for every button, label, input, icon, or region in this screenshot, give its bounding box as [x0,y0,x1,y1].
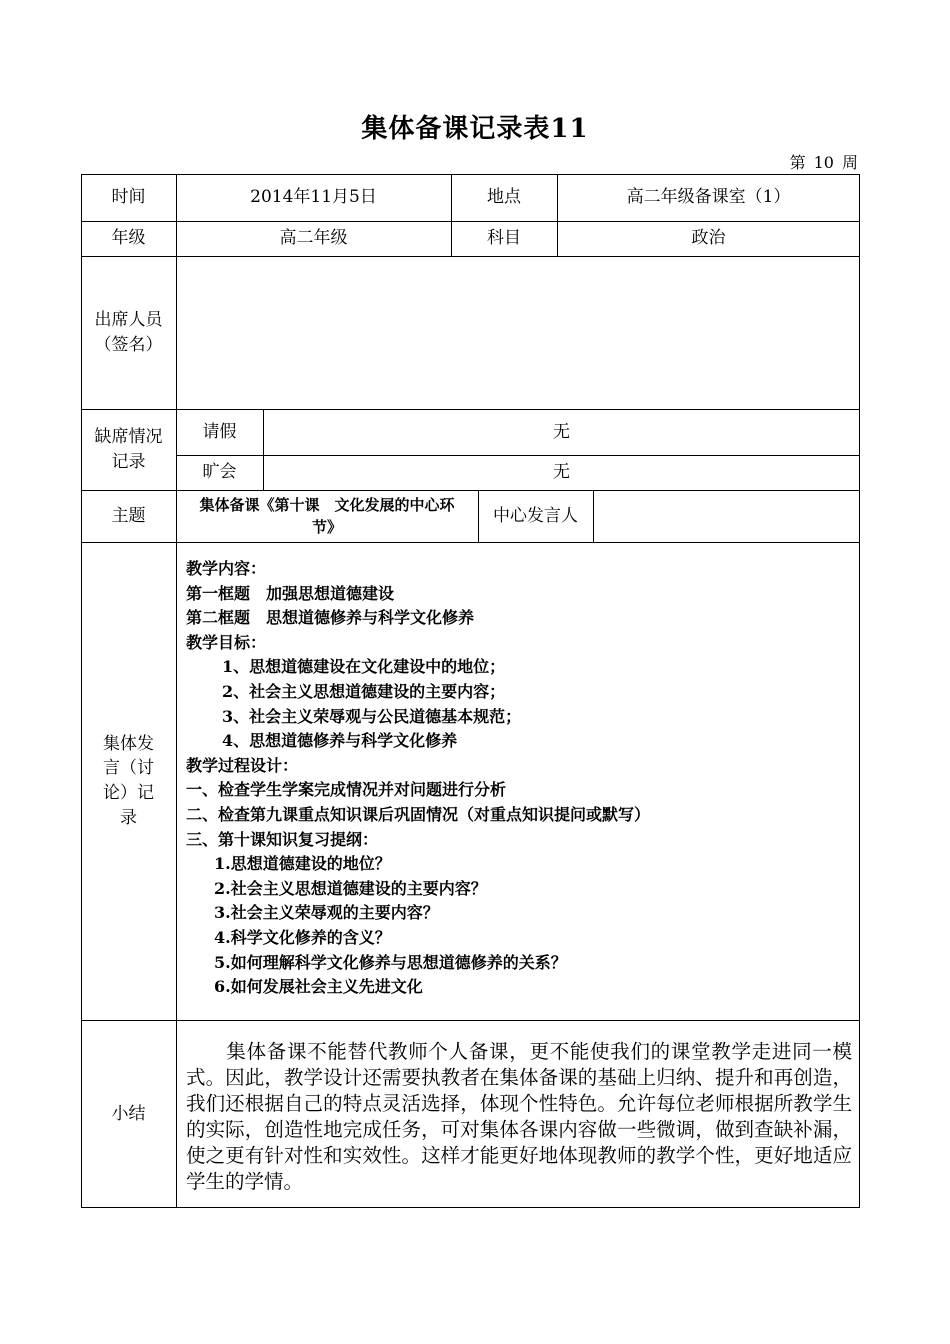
objective-item: 4、思想道德修养与科学文化修养 [222,731,458,751]
discussion-label-text: 集体发言（讨论）记录 [103,733,154,828]
time-value: 2014年11月5日 [250,187,377,208]
objectives-heading: 教学目标： [186,632,267,652]
discussion-content [186,557,846,1000]
speaker-value [593,490,860,542]
content-heading: 教学内容： [186,559,267,578]
truant-label: 旷会 [202,462,237,483]
objective-item: 2、社会主义思想道德建设的主要内容； [222,681,506,701]
week-suffix: 周 [841,153,858,172]
process-step: 三、第十课知识复习提纲： [186,829,379,849]
absence-label [81,409,176,490]
objective-item: 1、思想道德建设在文化建设中的地位； [222,657,506,677]
leave-value: 无 [553,421,570,442]
location-label: 地点 [487,187,521,208]
attendees-label-text: 出席人员（签名） [94,309,163,355]
outline-item: 3.社会主义荣辱观的主要内容？ [214,903,439,923]
objective-item: 3、社会主义荣辱观与公民道德基本规范； [222,706,522,726]
outline-item: 6.如何发展社会主义先进文化 [214,977,423,997]
time-label: 时间 [111,187,146,208]
week-number: 10 [813,153,834,172]
summary-text: 集体备课不能替代教师个人备课，更不能使我们的课堂教学走进同一模式。因此，教学设计还需要执教者在集体备课的基础上归纳、提升和再创造，我们还根据自己的特点灵活选择，体现个性特色。允许每位老师根据所教学生的实际，创造性地完成任务，可对集体各课内容做一些微调，做到查缺补漏，使之更有针对性和实效性。这样才能更好地体现教师的教学个性，更好地适应学生的学情。 [186,1040,852,1193]
process-step: 二、检查第九课重点知识课后巩固情况（对重点知识提问或默写） [186,804,651,824]
truant-value: 无 [553,462,570,483]
subject-label: 科目 [487,228,521,249]
absence-label-text: 缺席情况记录 [94,426,163,472]
process-heading: 教学过程设计： [186,755,299,775]
summary-label: 小结 [111,1103,146,1124]
outline-item: 1.思想道德建设的地位？ [214,854,391,874]
process-step: 一、检查学生学案完成情况并对问题进行分析 [186,780,507,800]
week-indicator [782,150,858,173]
grade-value: 高二年级 [279,228,348,249]
row-divider [81,542,860,543]
row-divider [81,1020,860,1021]
outline-item: 4.科学文化修养的含义？ [214,927,391,947]
outline-item: 2.社会主义思想道德建设的主要内容？ [214,878,487,898]
speaker-label: 中心发言人 [493,505,578,526]
topic-label: 主题 [111,505,146,526]
leave-label: 请假 [202,421,237,442]
content-line: 第二框题 思想道德修养与科学文化修养 [186,608,475,628]
location-value: 高二年级备课室（1） [626,187,791,208]
subject-value: 政治 [691,228,726,249]
discussion-label [81,542,176,1020]
week-prefix: 第 [789,153,806,172]
topic-value [176,490,478,542]
attendees-signature-area[interactable] [176,256,860,409]
outline-item: 5.如何理解科学文化修养与思想道德修养的关系？ [214,952,567,972]
grade-label: 年级 [111,228,146,249]
content-line: 第一框题 加强思想道德建设 [186,583,395,603]
topic-value-text: 集体备课《第十课 文化发展的中心环节》 [199,496,455,536]
page-title: 集体备课记录表11 [361,114,589,144]
attendees-label [81,256,176,409]
